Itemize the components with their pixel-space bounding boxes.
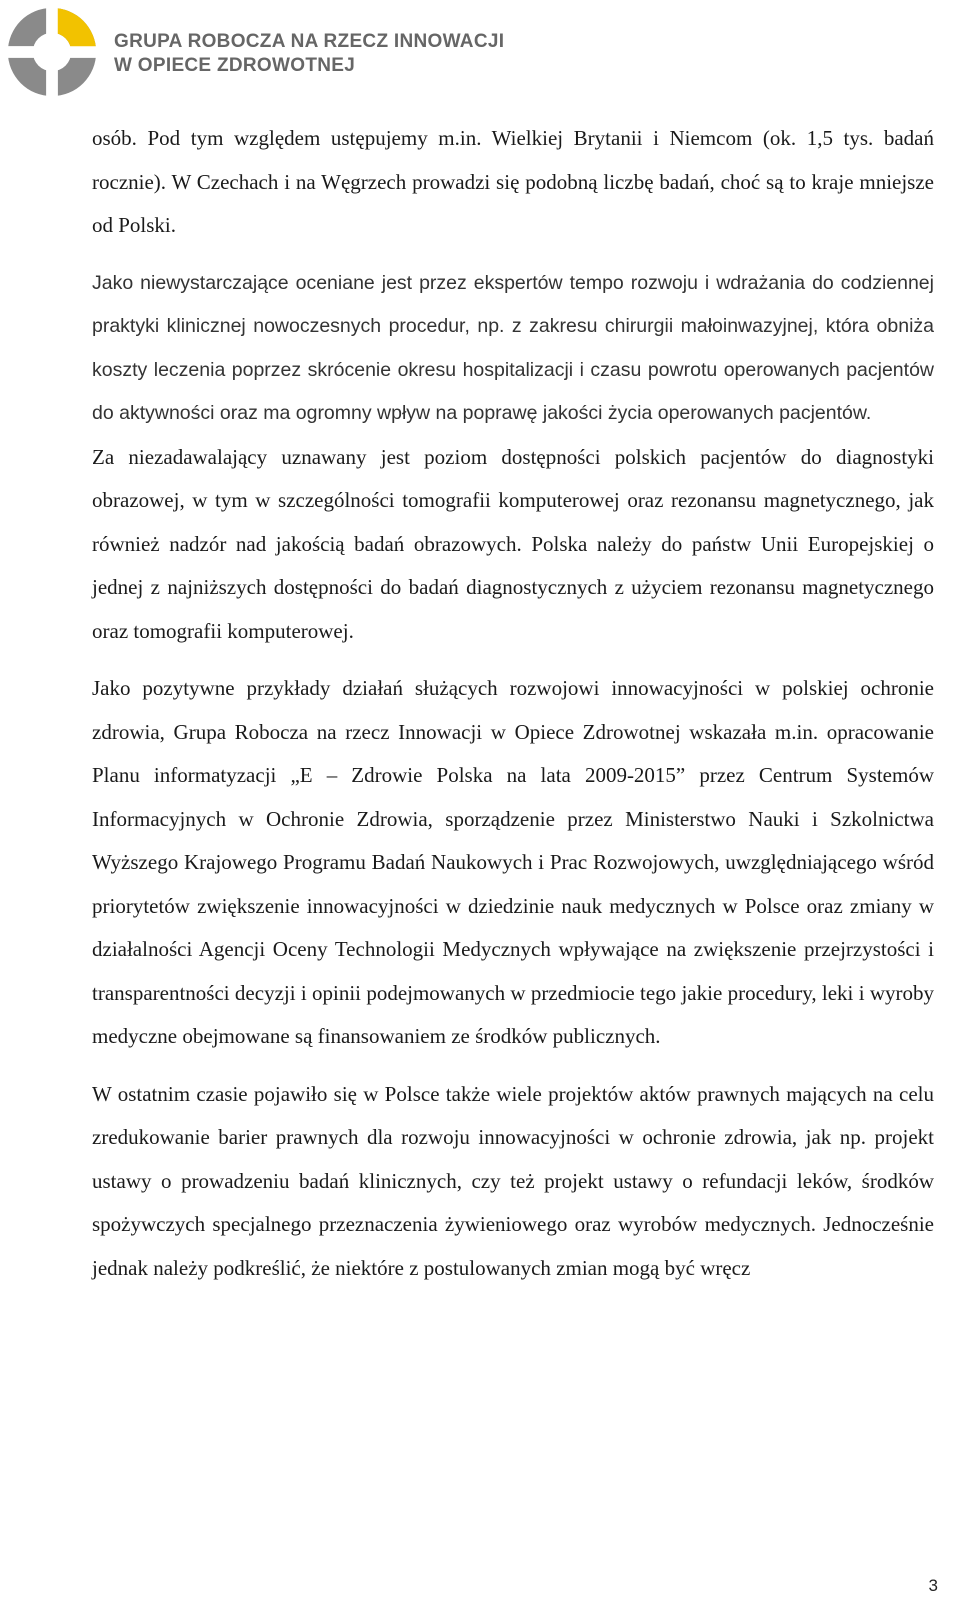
paragraph-3: Za niezadawalający uznawany jest poziom dostępności polskich pacjentów do diagnostyki obrazowej, w tym w szczególności tomografii komputerowej oraz rezonansu magnetycznego, jak również nadzór nad jakością badań obrazowych. Polska należy do państw Unii Europejskiej o jednej z najniższych dostępności do badań diagnostycznych z użyciem rezonansu magnetycznego oraz tomografii komputerowej. [92, 444, 934, 643]
page-header [0, 0, 960, 104]
page-number: 3 [928, 1576, 938, 1595]
paragraph-2: Jako niewystarczające oceniane jest przez ekspertów tempo rozwoju i wdrażania do codziennej praktyki klinicznej nowoczesnych procedur, np. z zakresu chirurgii małoinwazyjnej, która obniża koszty leczenia poprzez skrócenie okresu hospitalizacji i czasu powrotu operowanych pacjentów do aktywności oraz ma ogromny wpływ na poprawę jakości życia operowanych pacjentów. [92, 271, 934, 424]
organization-name [114, 30, 504, 78]
paragraph-5: W ostatnim czasie pojawiło się w Polsce także wiele projektów aktów prawnych mających na celu zredukowanie barier prawnych dla rozwoju innowacyjności w ochronie zdrowia, jak np. projekt ustawy o prowadzeniu badań klinicznych, czy też projekt ustawy o refundacji leków, środków spożywczych specjalnego przeznaczenia żywieniowego oraz wyrobów medycznych. Jednocześnie jednak należy podkreślić, że niektóre z postulowanych zmian mogą być wręcz [92, 1081, 934, 1280]
organization-name-line2: W OPIECE ZDROWOTNEJ [114, 55, 356, 76]
lifebuoy-logo-icon [4, 4, 100, 100]
document-body [92, 117, 934, 1290]
organization-name-line1: GRUPA ROBOCZA NA RZECZ INNOWACJI [114, 31, 505, 52]
paragraph-1: osób. Pod tym względem ustępujemy m.in. Wielkiej Brytanii i Niemcom (ok. 1,5 tys. badań rocznie). W Czechach i na Węgrzech prowadzi się podobną liczbę badań, choć są to kraje mniejsze od Polski. [92, 126, 934, 237]
paragraph-4: Jako pozytywne przykłady działań służących rozwojowi innowacyjności w polskiej ochronie zdrowia, Grupa Robocza na rzecz Innowacji w Opiece Zdrowotnej wskazała m.in. opracowanie Planu informatyzacji „E – Zdrowie Polska na lata 2009-2015” przez Centrum Systemów Informacyjnych w Ochronie Zdrowia, sporządzenie przez Ministerstwo Nauki i Szkolnictwa Wyższego Krajowego Programu Badań Naukowych i Prac Rozwojowych, uwzględniającego wśród priorytetów zwiększenie innowacyjności w dziedzinie nauk medycznych w Polsce oraz zmiany w działalności Agencji Oceny Technologii Medycznych wpływające na zwiększenie przejrzystości i transparentności decyzji i opinii podejmowanych w przedmiocie tego jakie procedury, leki i wyroby medyczne obejmowane są finansowaniem ze środków publicznych. [92, 676, 934, 1048]
